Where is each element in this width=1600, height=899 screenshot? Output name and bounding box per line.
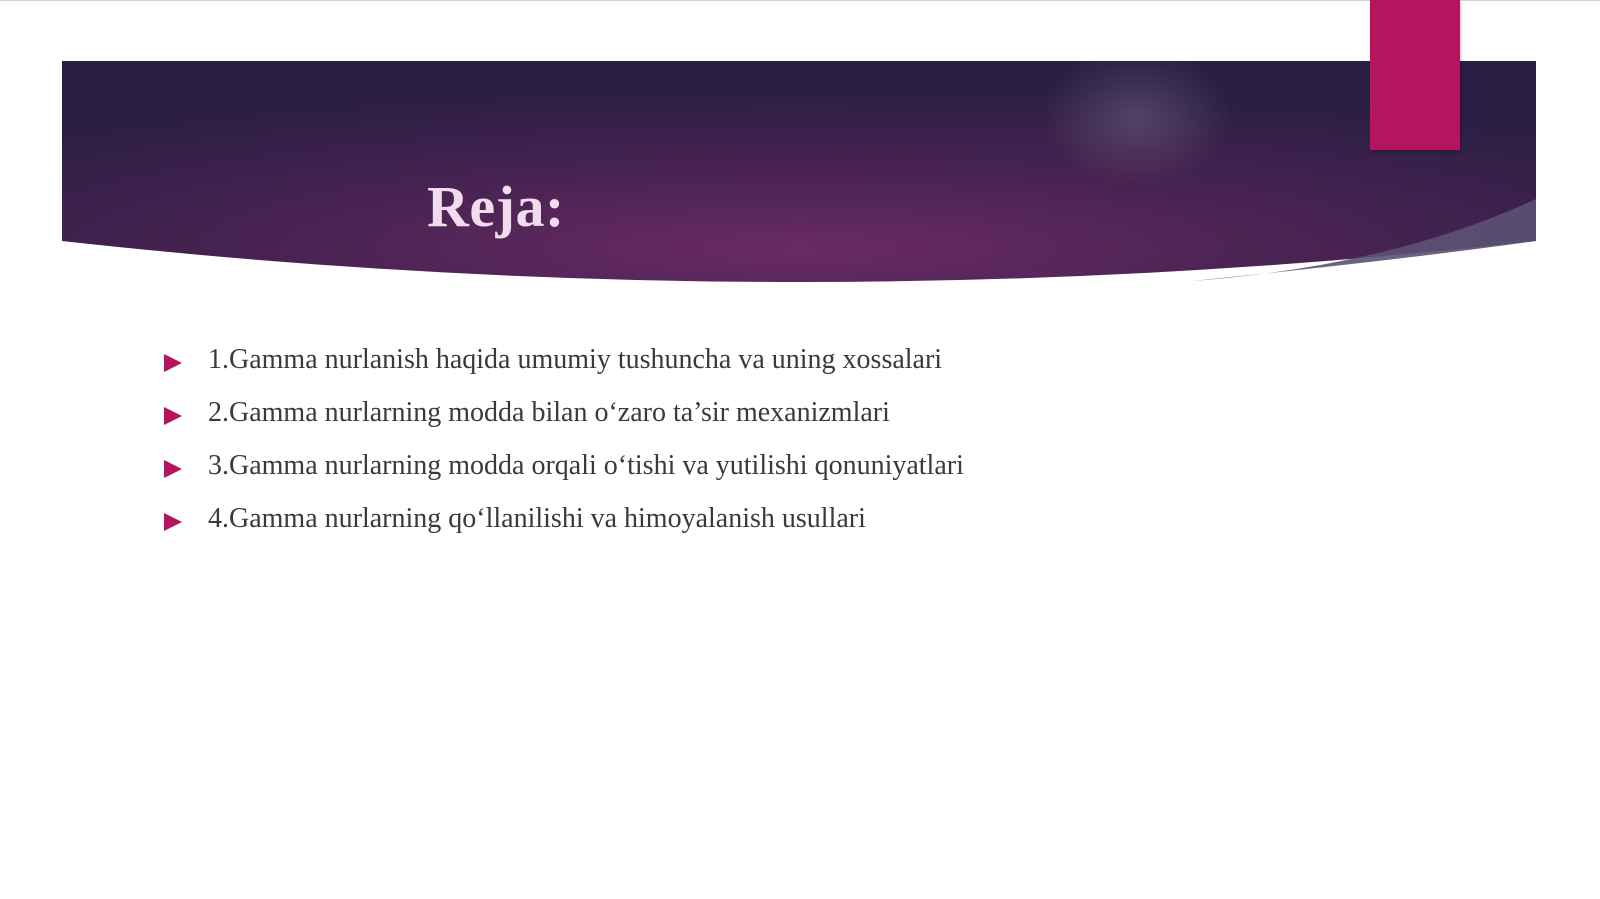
top-border	[0, 0, 1600, 1]
bullet-list	[164, 342, 964, 554]
list-item	[164, 448, 964, 501]
bullet-text: 4.Gamma nurlarning qo‘llanilishi va himoyalanish usullari	[208, 503, 866, 534]
triangle-bullet-icon	[164, 354, 182, 372]
title-banner	[62, 61, 1536, 301]
list-item	[164, 395, 890, 448]
accent-tab	[1370, 0, 1460, 150]
slide-title: Reja:	[427, 174, 565, 239]
triangle-bullet-icon	[164, 460, 182, 478]
triangle-bullet-icon	[164, 407, 182, 425]
bullet-text: 1.Gamma nurlanish haqida umumiy tushuncha va uning xossalari	[208, 344, 943, 375]
list-item	[164, 342, 943, 395]
bullet-text: 2.Gamma nurlarning modda bilan o‘zaro ta’sir mexanizmlari	[208, 397, 890, 428]
list-item	[164, 501, 866, 554]
bullet-text: 3.Gamma nurlarning modda orqali o‘tishi va yutilishi qonuniyatlari	[208, 450, 964, 481]
triangle-bullet-icon	[164, 513, 182, 531]
